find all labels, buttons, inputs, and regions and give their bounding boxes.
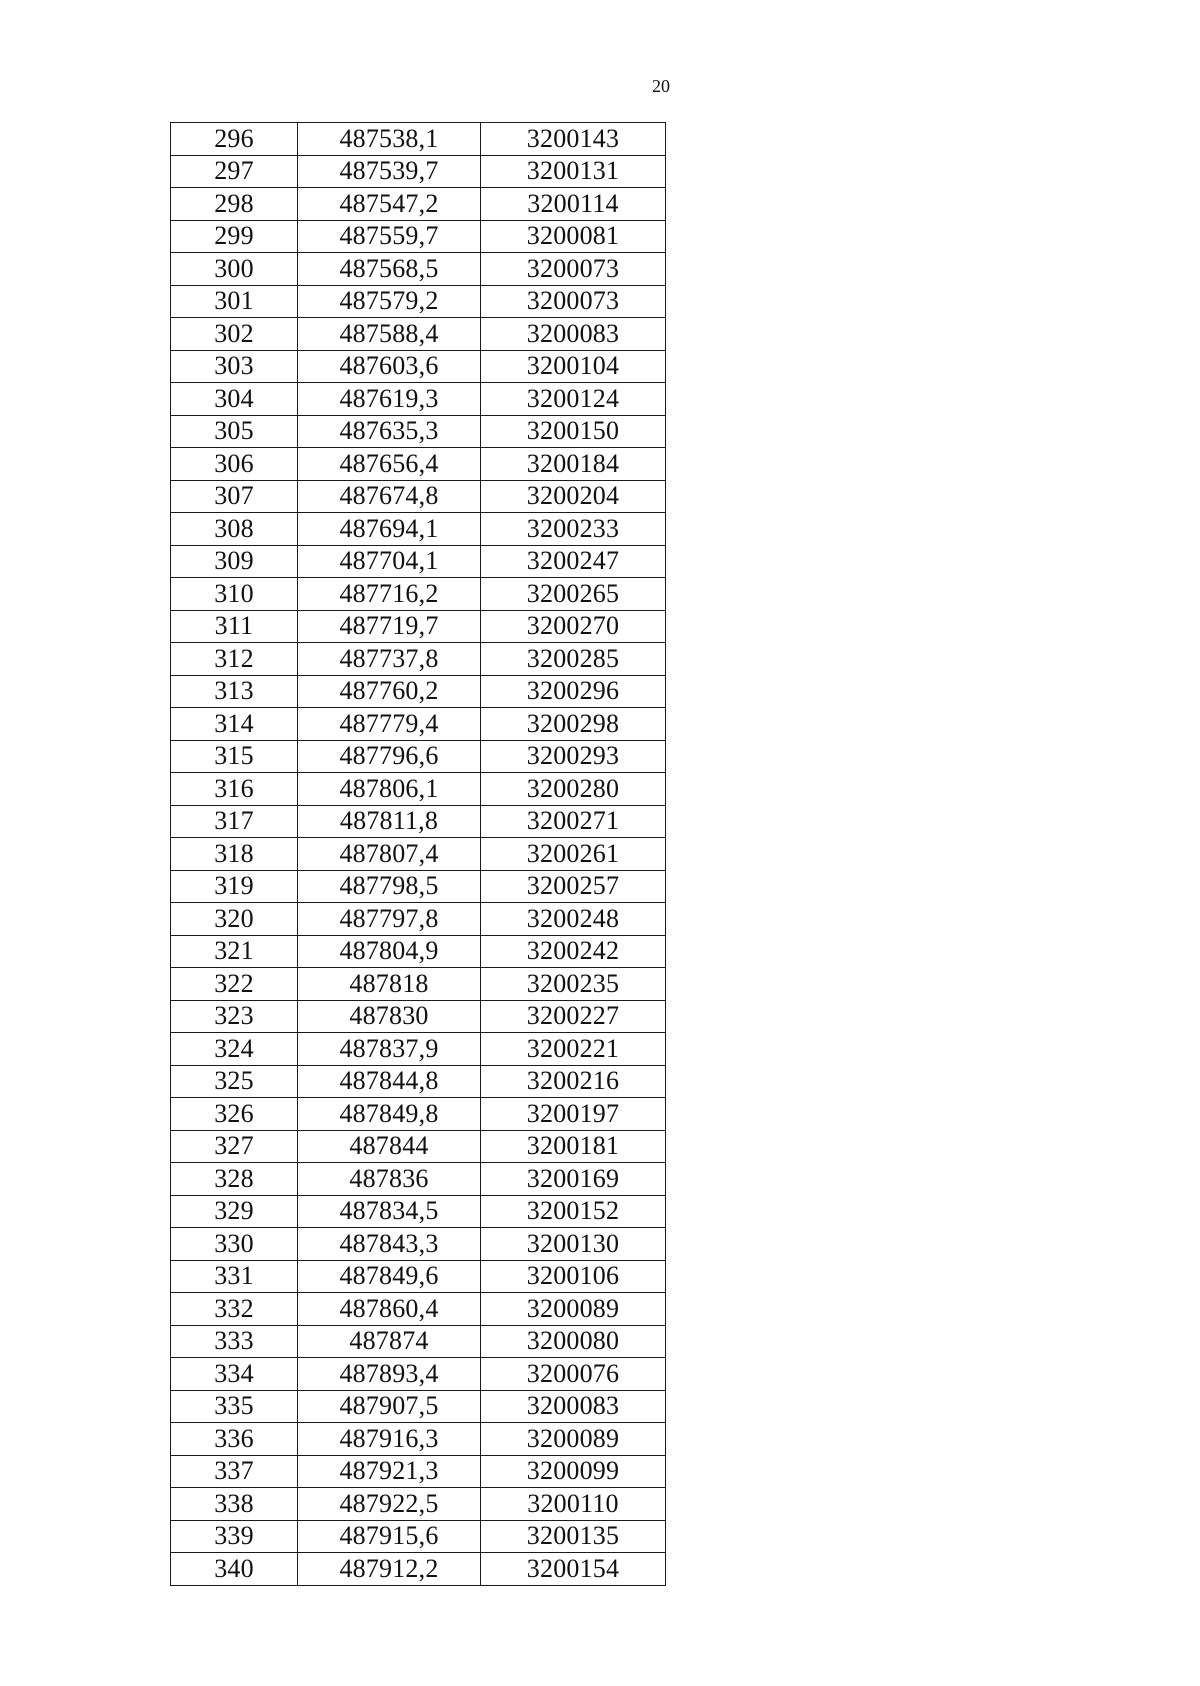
table-row: [171, 740, 666, 773]
x-coordinate-cell: 487779,4: [298, 708, 481, 741]
y-coordinate-cell: 3200110: [481, 1488, 666, 1521]
table-row: [171, 1423, 666, 1456]
table-row: [171, 1033, 666, 1066]
x-coordinate-cell: 487893,4: [298, 1358, 481, 1391]
table-row: [171, 220, 666, 253]
x-coordinate-cell: 487797,8: [298, 903, 481, 936]
point-number-cell: 298: [171, 188, 298, 221]
page-number: 20: [652, 76, 670, 96]
y-coordinate-cell: 3200169: [481, 1163, 666, 1196]
y-coordinate-cell: 3200106: [481, 1260, 666, 1293]
x-coordinate-cell: 487588,4: [298, 318, 481, 351]
table-row: [171, 448, 666, 481]
point-number-cell: 302: [171, 318, 298, 351]
x-coordinate-cell: 487603,6: [298, 350, 481, 383]
y-coordinate-cell: 3200073: [481, 253, 666, 286]
y-coordinate-cell: 3200073: [481, 285, 666, 318]
x-coordinate-cell: 487849,6: [298, 1260, 481, 1293]
y-coordinate-cell: 3200271: [481, 805, 666, 838]
point-number-cell: 309: [171, 545, 298, 578]
x-coordinate-cell: 487719,7: [298, 610, 481, 643]
x-coordinate-cell: 487804,9: [298, 935, 481, 968]
table-row: [171, 155, 666, 188]
y-coordinate-cell: 3200247: [481, 545, 666, 578]
table-row: [171, 1390, 666, 1423]
x-coordinate-cell: 487619,3: [298, 383, 481, 416]
point-number-cell: 317: [171, 805, 298, 838]
x-coordinate-cell: 487849,8: [298, 1098, 481, 1131]
y-coordinate-cell: 3200143: [481, 123, 666, 156]
point-number-cell: 307: [171, 480, 298, 513]
point-number-cell: 318: [171, 838, 298, 871]
y-coordinate-cell: 3200130: [481, 1228, 666, 1261]
point-number-cell: 325: [171, 1065, 298, 1098]
x-coordinate-cell: 487796,6: [298, 740, 481, 773]
x-coordinate-cell: 487844: [298, 1130, 481, 1163]
point-number-cell: 316: [171, 773, 298, 806]
point-number-cell: 299: [171, 220, 298, 253]
table-row: [171, 870, 666, 903]
table-row: [171, 1260, 666, 1293]
y-coordinate-cell: 3200104: [481, 350, 666, 383]
table-row: [171, 415, 666, 448]
x-coordinate-cell: 487844,8: [298, 1065, 481, 1098]
table-row: [171, 480, 666, 513]
y-coordinate-cell: 3200242: [481, 935, 666, 968]
y-coordinate-cell: 3200181: [481, 1130, 666, 1163]
x-coordinate-cell: 487547,2: [298, 188, 481, 221]
x-coordinate-cell: 487922,5: [298, 1488, 481, 1521]
y-coordinate-cell: 3200233: [481, 513, 666, 546]
point-number-cell: 333: [171, 1325, 298, 1358]
table-row: [171, 188, 666, 221]
y-coordinate-cell: 3200184: [481, 448, 666, 481]
x-coordinate-cell: 487538,1: [298, 123, 481, 156]
point-number-cell: 300: [171, 253, 298, 286]
table-row: [171, 708, 666, 741]
point-number-cell: 304: [171, 383, 298, 416]
point-number-cell: 328: [171, 1163, 298, 1196]
point-number-cell: 339: [171, 1520, 298, 1553]
table-row: [171, 545, 666, 578]
table-row: [171, 285, 666, 318]
table-row: [171, 123, 666, 156]
x-coordinate-cell: 487811,8: [298, 805, 481, 838]
table-row: [171, 935, 666, 968]
x-coordinate-cell: 487837,9: [298, 1033, 481, 1066]
table-row: [171, 643, 666, 676]
y-coordinate-cell: 3200150: [481, 415, 666, 448]
x-coordinate-cell: 487818: [298, 968, 481, 1001]
y-coordinate-cell: 3200197: [481, 1098, 666, 1131]
x-coordinate-cell: 487843,3: [298, 1228, 481, 1261]
y-coordinate-cell: 3200285: [481, 643, 666, 676]
x-coordinate-cell: 487860,4: [298, 1293, 481, 1326]
point-number-cell: 296: [171, 123, 298, 156]
x-coordinate-cell: 487836: [298, 1163, 481, 1196]
x-coordinate-cell: 487806,1: [298, 773, 481, 806]
y-coordinate-cell: 3200083: [481, 318, 666, 351]
y-coordinate-cell: 3200099: [481, 1455, 666, 1488]
x-coordinate-cell: 487798,5: [298, 870, 481, 903]
y-coordinate-cell: 3200083: [481, 1390, 666, 1423]
point-number-cell: 321: [171, 935, 298, 968]
point-number-cell: 312: [171, 643, 298, 676]
y-coordinate-cell: 3200221: [481, 1033, 666, 1066]
y-coordinate-cell: 3200076: [481, 1358, 666, 1391]
table-row: [171, 1163, 666, 1196]
x-coordinate-cell: 487579,2: [298, 285, 481, 318]
y-coordinate-cell: 3200204: [481, 480, 666, 513]
point-number-cell: 331: [171, 1260, 298, 1293]
x-coordinate-cell: 487539,7: [298, 155, 481, 188]
point-number-cell: 326: [171, 1098, 298, 1131]
point-number-cell: 311: [171, 610, 298, 643]
point-number-cell: 323: [171, 1000, 298, 1033]
x-coordinate-cell: 487716,2: [298, 578, 481, 611]
x-coordinate-cell: 487568,5: [298, 253, 481, 286]
table-row: [171, 383, 666, 416]
point-number-cell: 308: [171, 513, 298, 546]
y-coordinate-cell: 3200114: [481, 188, 666, 221]
point-number-cell: 340: [171, 1553, 298, 1586]
table-row: [171, 1228, 666, 1261]
point-number-cell: 303: [171, 350, 298, 383]
table-row: [171, 1098, 666, 1131]
table-row: [171, 253, 666, 286]
y-coordinate-cell: 3200154: [481, 1553, 666, 1586]
point-number-cell: 338: [171, 1488, 298, 1521]
table-row: [171, 1130, 666, 1163]
y-coordinate-cell: 3200227: [481, 1000, 666, 1033]
y-coordinate-cell: 3200081: [481, 220, 666, 253]
x-coordinate-cell: 487737,8: [298, 643, 481, 676]
table-row: [171, 610, 666, 643]
table-row: [171, 1293, 666, 1326]
point-number-cell: 305: [171, 415, 298, 448]
y-coordinate-cell: 3200257: [481, 870, 666, 903]
table-row: [171, 1000, 666, 1033]
coordinates-table: [170, 122, 666, 1586]
table-row: [171, 318, 666, 351]
table-row: [171, 675, 666, 708]
point-number-cell: 332: [171, 1293, 298, 1326]
point-number-cell: 322: [171, 968, 298, 1001]
table-row: [171, 1520, 666, 1553]
table-row: [171, 1195, 666, 1228]
point-number-cell: 320: [171, 903, 298, 936]
table-row: [171, 838, 666, 871]
y-coordinate-cell: 3200080: [481, 1325, 666, 1358]
x-coordinate-cell: 487674,8: [298, 480, 481, 513]
y-coordinate-cell: 3200296: [481, 675, 666, 708]
coordinates-table-body: [171, 123, 666, 1586]
point-number-cell: 324: [171, 1033, 298, 1066]
table-row: [171, 1325, 666, 1358]
point-number-cell: 319: [171, 870, 298, 903]
x-coordinate-cell: 487704,1: [298, 545, 481, 578]
x-coordinate-cell: 487912,2: [298, 1553, 481, 1586]
y-coordinate-cell: 3200261: [481, 838, 666, 871]
point-number-cell: 314: [171, 708, 298, 741]
x-coordinate-cell: 487907,5: [298, 1390, 481, 1423]
table-row: [171, 1553, 666, 1586]
point-number-cell: 306: [171, 448, 298, 481]
x-coordinate-cell: 487694,1: [298, 513, 481, 546]
point-number-cell: 310: [171, 578, 298, 611]
point-number-cell: 336: [171, 1423, 298, 1456]
point-number-cell: 337: [171, 1455, 298, 1488]
point-number-cell: 334: [171, 1358, 298, 1391]
table-row: [171, 805, 666, 838]
point-number-cell: 335: [171, 1390, 298, 1423]
y-coordinate-cell: 3200216: [481, 1065, 666, 1098]
y-coordinate-cell: 3200124: [481, 383, 666, 416]
table-row: [171, 578, 666, 611]
x-coordinate-cell: 487834,5: [298, 1195, 481, 1228]
table-row: [171, 1065, 666, 1098]
table-row: [171, 968, 666, 1001]
table-row: [171, 513, 666, 546]
x-coordinate-cell: 487656,4: [298, 448, 481, 481]
table-row: [171, 1358, 666, 1391]
x-coordinate-cell: 487807,4: [298, 838, 481, 871]
y-coordinate-cell: 3200135: [481, 1520, 666, 1553]
table-row: [171, 773, 666, 806]
point-number-cell: 301: [171, 285, 298, 318]
y-coordinate-cell: 3200265: [481, 578, 666, 611]
point-number-cell: 330: [171, 1228, 298, 1261]
x-coordinate-cell: 487830: [298, 1000, 481, 1033]
x-coordinate-cell: 487916,3: [298, 1423, 481, 1456]
table-row: [171, 903, 666, 936]
y-coordinate-cell: 3200089: [481, 1423, 666, 1456]
x-coordinate-cell: 487874: [298, 1325, 481, 1358]
x-coordinate-cell: 487921,3: [298, 1455, 481, 1488]
table-row: [171, 350, 666, 383]
y-coordinate-cell: 3200298: [481, 708, 666, 741]
point-number-cell: 297: [171, 155, 298, 188]
point-number-cell: 327: [171, 1130, 298, 1163]
point-number-cell: 315: [171, 740, 298, 773]
x-coordinate-cell: 487559,7: [298, 220, 481, 253]
y-coordinate-cell: 3200235: [481, 968, 666, 1001]
x-coordinate-cell: 487915,6: [298, 1520, 481, 1553]
y-coordinate-cell: 3200152: [481, 1195, 666, 1228]
table-row: [171, 1488, 666, 1521]
x-coordinate-cell: 487635,3: [298, 415, 481, 448]
y-coordinate-cell: 3200270: [481, 610, 666, 643]
y-coordinate-cell: 3200089: [481, 1293, 666, 1326]
x-coordinate-cell: 487760,2: [298, 675, 481, 708]
y-coordinate-cell: 3200248: [481, 903, 666, 936]
y-coordinate-cell: 3200293: [481, 740, 666, 773]
y-coordinate-cell: 3200280: [481, 773, 666, 806]
y-coordinate-cell: 3200131: [481, 155, 666, 188]
point-number-cell: 329: [171, 1195, 298, 1228]
point-number-cell: 313: [171, 675, 298, 708]
table-row: [171, 1455, 666, 1488]
